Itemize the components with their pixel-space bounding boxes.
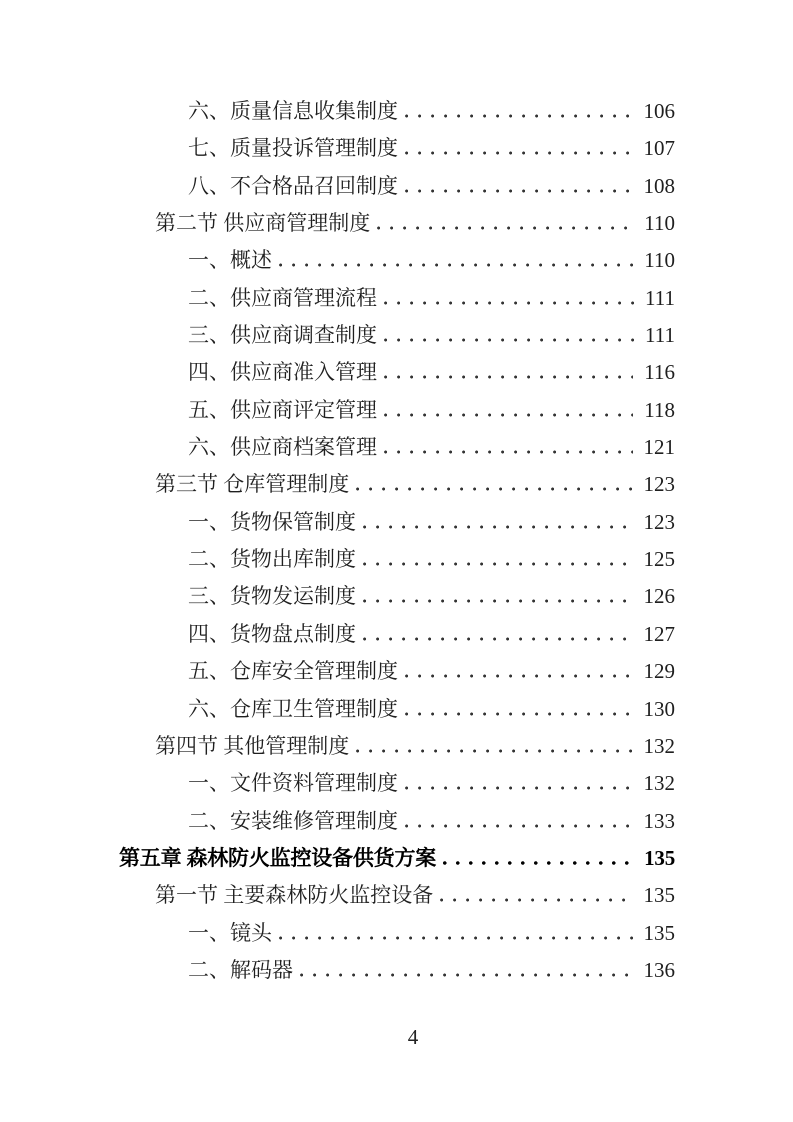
toc-entry-label: 四、供应商准入管理 — [188, 360, 377, 385]
table-of-contents — [119, 93, 675, 989]
toc-entry-page-number: 121 — [643, 435, 675, 460]
toc-entry[interactable] — [119, 541, 675, 578]
toc-entry-page-number: 107 — [643, 136, 675, 161]
toc-entry-page-number: 132 — [643, 771, 675, 796]
dot-leader — [363, 562, 633, 566]
toc-entry-page-number: 133 — [643, 808, 675, 833]
toc-entry-page-number: 106 — [643, 99, 675, 123]
dot-leader — [279, 936, 633, 940]
toc-entry[interactable] — [119, 877, 675, 914]
toc-entry[interactable] — [119, 728, 675, 765]
toc-entry-page-number: 123 — [643, 472, 675, 497]
dot-leader — [443, 861, 633, 865]
toc-entry[interactable] — [119, 915, 675, 952]
toc-entry-page-number: 127 — [643, 621, 675, 646]
toc-entry-label: 二、货物出库制度 — [188, 547, 356, 572]
dot-leader — [279, 263, 633, 267]
toc-entry[interactable] — [119, 392, 675, 429]
toc-entry-page-number: 110 — [644, 211, 675, 236]
toc-entry[interactable] — [119, 205, 675, 242]
toc-entry-page-number: 135 — [643, 883, 675, 908]
toc-entry-label: 第四节 其他管理制度 — [155, 733, 350, 758]
toc-entry-label: 一、镜头 — [188, 920, 272, 945]
toc-entry-label: 五、供应商评定管理 — [188, 397, 377, 422]
dot-leader — [356, 487, 632, 491]
toc-entry-label: 第一节 主要森林防火监控设备 — [155, 883, 434, 908]
toc-entry-page-number: 118 — [644, 397, 675, 422]
toc-entry-label: 二、安装维修管理制度 — [188, 808, 398, 833]
toc-entry-label: 第五章 森林防火监控设备供货方案 — [119, 845, 437, 870]
dot-leader — [405, 786, 633, 790]
toc-entry[interactable] — [119, 242, 675, 279]
dot-leader — [363, 525, 633, 529]
toc-entry-label: 五、仓库安全管理制度 — [188, 659, 398, 684]
toc-entry[interactable] — [119, 840, 675, 877]
toc-entry-label: 一、文件资料管理制度 — [188, 771, 398, 796]
toc-entry-label: 一、货物保管制度 — [188, 509, 356, 534]
toc-entry[interactable] — [119, 578, 675, 615]
toc-entry-label: 八、不合格品召回制度 — [188, 173, 398, 198]
dot-leader — [363, 599, 633, 603]
dot-leader — [384, 301, 634, 305]
dot-leader — [405, 674, 633, 678]
toc-entry-label: 三、供应商调查制度 — [188, 323, 377, 348]
toc-entry-label: 第二节 供应商管理制度 — [155, 211, 371, 236]
toc-entry[interactable] — [119, 952, 675, 989]
toc-entry-page-number: 126 — [643, 584, 675, 609]
dot-leader — [356, 749, 632, 753]
toc-entry-label: 一、概述 — [188, 248, 272, 273]
toc-entry-page-number: 135 — [643, 920, 675, 945]
dot-leader — [384, 413, 633, 417]
dot-leader — [384, 338, 634, 342]
dot-leader — [405, 189, 633, 193]
toc-entry-label: 三、货物发运制度 — [188, 584, 356, 609]
dot-leader — [405, 824, 633, 828]
toc-entry[interactable] — [119, 653, 675, 690]
dot-leader — [405, 151, 633, 155]
toc-entry[interactable] — [119, 354, 675, 391]
toc-entry[interactable] — [119, 168, 675, 205]
toc-entry-label: 六、质量信息收集制度 — [188, 99, 398, 123]
toc-entry-page-number: 123 — [643, 509, 675, 534]
dot-leader — [363, 637, 633, 641]
toc-entry-page-number: 135 — [644, 845, 675, 870]
toc-entry-page-number: 129 — [643, 659, 675, 684]
toc-entry[interactable] — [119, 504, 675, 541]
toc-entry-label: 七、质量投诉管理制度 — [188, 136, 398, 161]
dot-leader — [405, 114, 633, 118]
toc-entry[interactable] — [119, 280, 675, 317]
toc-entry-page-number: 110 — [644, 248, 675, 273]
toc-entry[interactable] — [119, 93, 675, 130]
dot-leader — [384, 450, 633, 454]
page-number-footer: 4 — [407, 1025, 419, 1049]
toc-entry-label: 六、供应商档案管理 — [188, 435, 377, 460]
toc-entry-page-number: 125 — [643, 547, 675, 572]
toc-entry-label: 四、货物盘点制度 — [188, 621, 356, 646]
toc-entry[interactable] — [119, 429, 675, 466]
toc-entry-label: 第三节 仓库管理制度 — [155, 472, 350, 497]
toc-entry[interactable] — [119, 803, 675, 840]
toc-entry[interactable] — [119, 616, 675, 653]
dot-leader — [405, 712, 633, 716]
toc-entry-page-number: 116 — [644, 360, 675, 385]
toc-entry-page-number: 111 — [645, 323, 675, 348]
toc-entry[interactable] — [119, 765, 675, 802]
toc-entry-page-number: 111 — [645, 285, 675, 310]
toc-entry-label: 二、解码器 — [188, 957, 293, 982]
toc-entry-label: 六、仓库卫生管理制度 — [188, 696, 398, 721]
dot-leader — [440, 898, 632, 902]
toc-entry-page-number: 136 — [643, 957, 675, 982]
dot-leader — [300, 973, 633, 977]
dot-leader — [384, 375, 633, 379]
toc-entry-page-number: 108 — [643, 173, 675, 198]
toc-entry-label: 二、供应商管理流程 — [188, 285, 377, 310]
dot-leader — [377, 226, 633, 230]
toc-entry[interactable] — [119, 466, 675, 503]
toc-entry[interactable] — [119, 317, 675, 354]
toc-entry[interactable] — [119, 130, 675, 167]
toc-entry-page-number: 130 — [643, 696, 675, 721]
toc-entry-page-number: 132 — [643, 733, 675, 758]
toc-entry[interactable] — [119, 691, 675, 728]
